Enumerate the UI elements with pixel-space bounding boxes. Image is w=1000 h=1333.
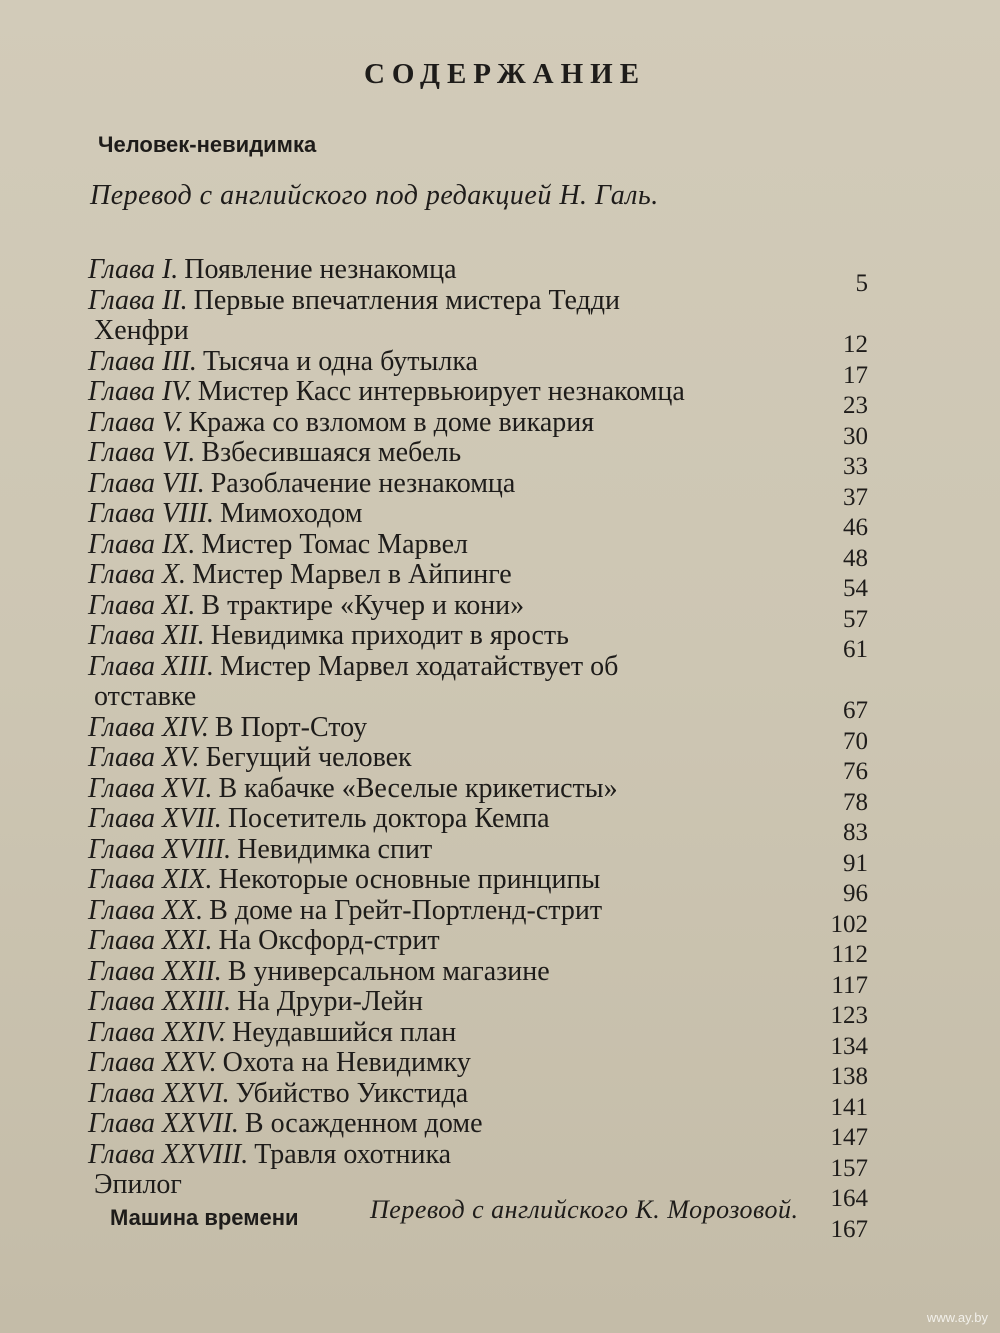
page-number: 12: [843, 331, 868, 358]
toc-entry: [88, 772, 868, 816]
toc-entry: [88, 620, 868, 663]
page-heading: СОДЕРЖАНИЕ: [363, 58, 647, 90]
chapter-title: Травля охотника: [254, 1138, 452, 1170]
page-number: 117: [831, 971, 868, 999]
toc-entry: [88, 406, 868, 450]
chapter-label: Глава XXV.: [88, 1047, 217, 1078]
toc-entry: [88, 1016, 868, 1060]
chapter-label: Глава I.: [88, 254, 179, 285]
chapter-title: В кабачке «Веселые крикетисты»: [218, 772, 618, 804]
chapter-label: Глава XIII.: [88, 650, 215, 682]
toc-entry: [88, 528, 868, 572]
chapter-label: Глава XV.: [88, 742, 200, 773]
chapter-label: Глава XXI.: [88, 925, 213, 956]
page-number: 164: [830, 1185, 868, 1212]
toc-entry: [88, 742, 868, 785]
watermark: www.ay.by: [926, 1310, 988, 1325]
page-number: 76: [843, 758, 868, 785]
page-number: 134: [830, 1032, 868, 1060]
toc-entry: [88, 894, 868, 938]
page-number: 157: [830, 1154, 868, 1182]
page-number: 57: [843, 605, 868, 633]
chapter-label: Глава XXIII.: [88, 986, 232, 1017]
chapter-title: Некоторые основные принципы: [218, 864, 601, 895]
page-number: 37: [843, 483, 868, 511]
chapter-title: Охота на Невидимку: [222, 1047, 471, 1078]
toc-entry: [88, 711, 868, 755]
toc-entry: [88, 925, 868, 968]
chapter-label: Глава VIII.: [88, 498, 215, 529]
toc-entry: [88, 437, 868, 480]
table-of-contents: [88, 254, 868, 1243]
page-number: 167: [830, 1215, 868, 1243]
page-number: 112: [831, 941, 868, 968]
chapter-label: Глава IX.: [88, 528, 196, 560]
toc-entry: [88, 254, 868, 297]
chapter-label: Глава XVIII.: [88, 833, 232, 865]
chapter-title: В осажденном доме: [244, 1108, 483, 1139]
chapter-title: Неудавшийся план: [231, 1016, 457, 1048]
toc-entry: [88, 589, 868, 633]
chapter-title: Эпилог: [94, 1169, 182, 1200]
chapter-title: Мистер Томас Марвел: [201, 528, 468, 560]
page-number: 123: [830, 1002, 868, 1029]
chapter-label: Глава XXVI.: [88, 1077, 230, 1109]
page-number: 17: [843, 361, 868, 389]
chapter-title: В Порт-Стоу: [214, 711, 368, 743]
chapter-label: Глава XVI.: [88, 772, 213, 804]
page-number: 147: [830, 1124, 868, 1151]
toc-entry: [88, 955, 868, 999]
chapter-label: Глава XXIV.: [88, 1016, 226, 1048]
chapter-label: Глава VII.: [88, 467, 205, 499]
page-number: 23: [843, 392, 868, 419]
chapter-title: Посетитель доктора Кемпа: [227, 803, 550, 834]
toc-entry: [88, 652, 868, 683]
chapter-title: В универсальном магазине: [227, 955, 550, 987]
page-number: 102: [830, 910, 868, 938]
chapter-title: Мистер Марвел ходатайствует об: [220, 650, 619, 682]
chapter-label: Глава XXVIII.: [88, 1138, 249, 1170]
toc-entry: [88, 1047, 868, 1090]
chapter-label: Глава XXVII.: [88, 1108, 239, 1139]
page-number: 61: [843, 636, 868, 663]
chapter-label: Глава V.: [88, 406, 183, 438]
chapter-title: Тысяча и одна бутылка: [202, 345, 478, 377]
chapter-title: Хенфри: [94, 315, 189, 346]
chapter-label: Глава X.: [88, 559, 187, 590]
toc-entry: [88, 286, 868, 317]
chapter-title: В доме на Грейт-Портленд-стрит: [209, 894, 603, 926]
toc-entry: [88, 345, 868, 389]
chapter-label: Глава IV.: [88, 376, 192, 407]
page-number: 48: [843, 544, 868, 572]
chapter-title: Разоблачение незнакомца: [210, 467, 516, 499]
chapter-title: Кража со взломом в доме викария: [188, 406, 595, 438]
chapter-label: Глава XX.: [88, 894, 204, 926]
page-number: 5: [855, 270, 868, 297]
chapter-title: Бегущий человек: [205, 742, 412, 773]
toc-entry: [88, 1108, 868, 1151]
toc-entry: [88, 315, 868, 358]
page-number: 46: [843, 514, 868, 541]
page-number: 70: [843, 727, 868, 755]
page-number: 67: [843, 697, 868, 724]
page-number: 96: [843, 880, 868, 907]
toc-entry: [88, 467, 868, 511]
page-number: 54: [843, 575, 868, 602]
chapter-label: Глава XIX.: [88, 864, 213, 895]
chapter-label: Глава XII.: [88, 620, 205, 651]
page-number: 91: [843, 849, 868, 877]
toc-entry: [88, 681, 868, 724]
toc-entry: [88, 559, 868, 602]
translation-note: Перевод с английского под редакцией Н. Галь.: [90, 180, 659, 211]
toc-entry: [88, 498, 868, 541]
toc-entry: [88, 376, 868, 419]
chapter-title: Мимоходом: [220, 498, 363, 529]
chapter-title: Мистер Марвел в Айпинге: [192, 559, 512, 590]
toc-entry: [88, 803, 868, 846]
chapter-title: Невидимка приходит в ярость: [210, 620, 569, 651]
toc-entry: [88, 1077, 868, 1121]
toc-entry: [88, 833, 868, 877]
page-number: 33: [843, 453, 868, 480]
chapter-label: Глава XVII.: [88, 803, 222, 834]
chapter-label: Глава VI.: [88, 437, 196, 468]
chapter-label: Глава XIV.: [88, 711, 209, 743]
chapter-title: Появление незнакомца: [184, 254, 457, 285]
chapter-label: Глава XI.: [88, 589, 196, 621]
next-work-title: Машина времени: [110, 1205, 299, 1230]
chapter-title: Невидимка спит: [237, 833, 433, 865]
chapter-title: Первые впечатления мистера Тедди: [193, 284, 621, 316]
chapter-label: Глава III.: [88, 345, 197, 377]
toc-entry: [88, 864, 868, 907]
page-number: 83: [843, 819, 868, 846]
chapter-title: На Оксфорд-стрит: [218, 925, 440, 956]
work-title: Человек-невидимка: [98, 132, 317, 157]
toc-entry: [88, 986, 868, 1029]
page-number: 141: [830, 1093, 868, 1121]
toc-entry: [88, 1138, 868, 1182]
page-number: 78: [843, 788, 868, 816]
chapter-label: Глава XXII.: [88, 955, 222, 987]
chapter-title: отставке: [94, 681, 197, 712]
next-work-translation: Перевод с английского К. Морозовой.: [370, 1195, 799, 1224]
chapter-title: В трактире «Кучер и кони»: [201, 589, 525, 621]
chapter-title: На Друри-Лейн: [237, 986, 424, 1017]
page-number: 30: [843, 422, 868, 450]
chapter-label: Глава II.: [88, 284, 188, 316]
chapter-title: Убийство Уикстида: [235, 1077, 469, 1109]
chapter-title: Взбесившаяся мебель: [201, 437, 462, 468]
chapter-title: Мистер Касс интервьюирует незнакомца: [197, 376, 685, 407]
page-number: 138: [830, 1063, 868, 1090]
